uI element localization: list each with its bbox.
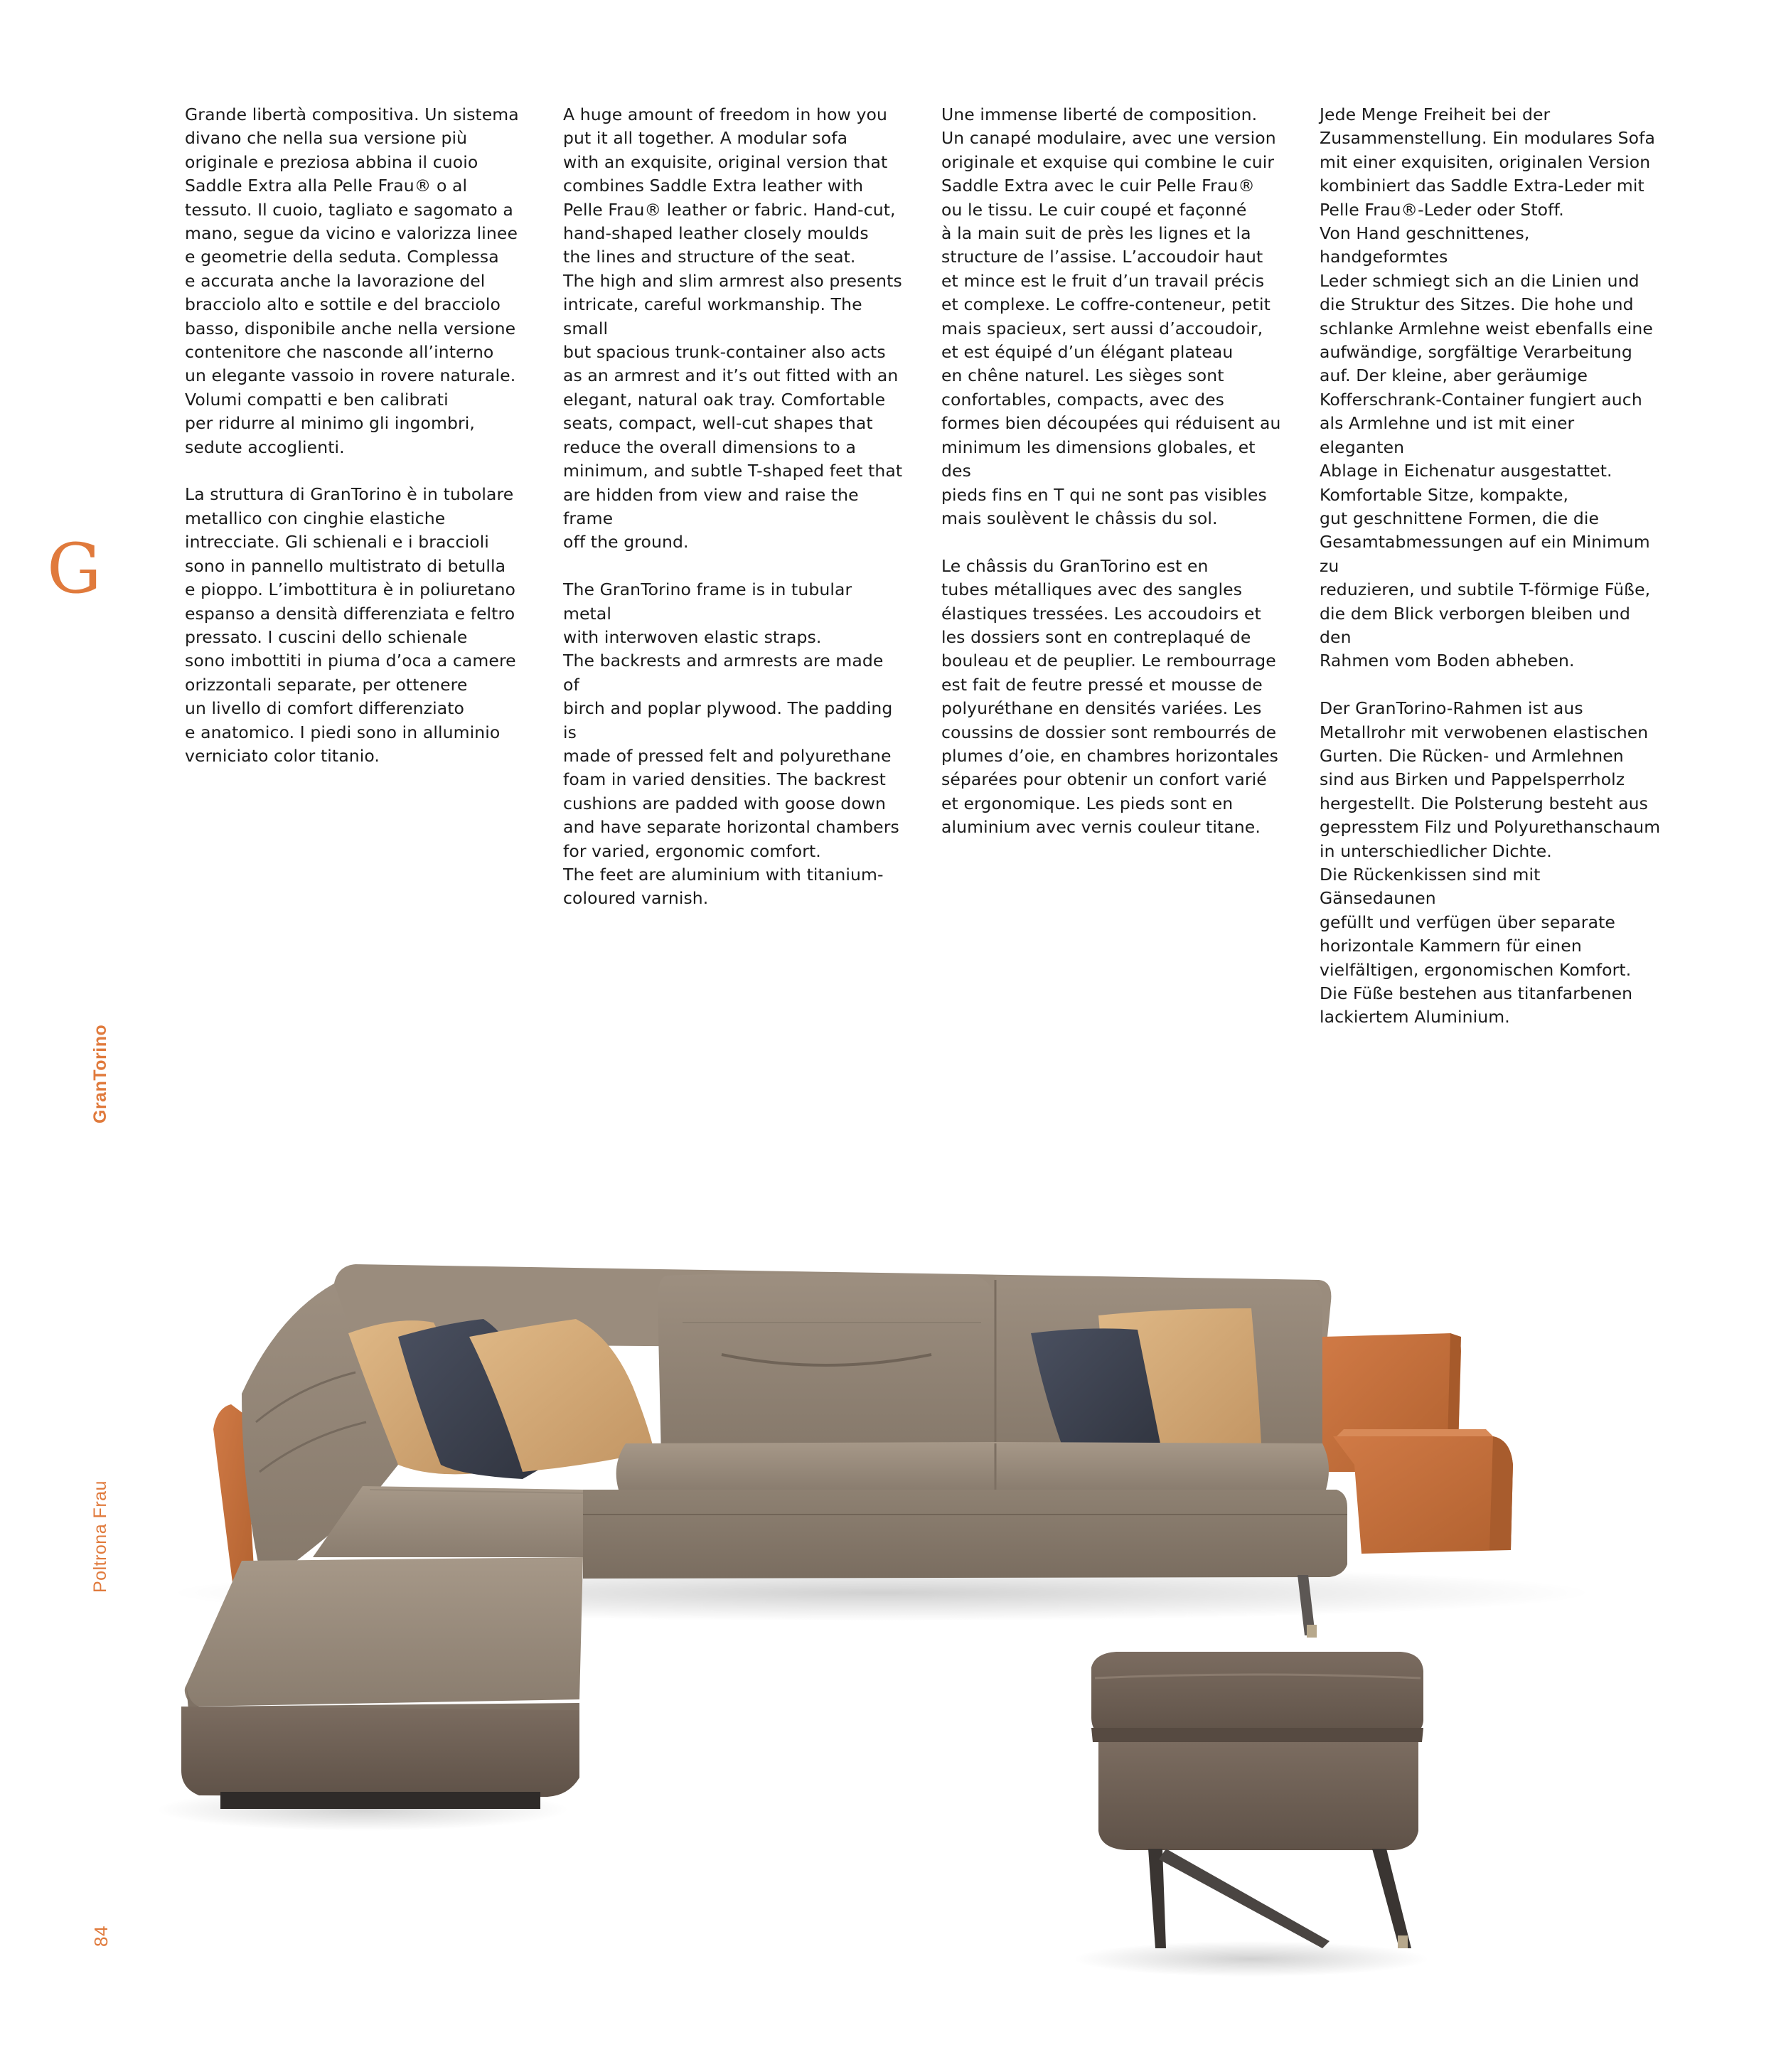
page-number: 84 bbox=[90, 1926, 112, 1947]
french-paragraph-2: Le châssis du GranTorino est en tubes métalliques avec des sangles élastiques tressées. Les accoudoirs et les dossiers sont en contreplaqué de bouleau et de peuplier. Le rembourrage est fait de feutre pressé et mousse de polyuréthane en densités variées. Les coussins de dossier sont rembourrés de plumes d’oie, en chambres horizontales séparées pour obtenir un confort varié et ergonomique. Les pieds sont en aluminium avec vernis couleur titane. bbox=[941, 555, 1278, 838]
english-paragraph-2: The GranTorino frame is in tubular metal with interwoven elastic straps. The backrests and armrests are made of birch and poplar plywood. The padding is made of pressed felt and polyurethane foam in varied densities. The backrest cushions are padded with goose down and have separate horizontal chambers for varied, ergonomic comfort. The feet are aluminium with titanium- coloured varnish. bbox=[563, 580, 899, 909]
french-paragraph-1: Une immense liberté de composition. Un canapé modulaire, avec une version originale et exquise qui combine le cuir Saddle Extra avec le cuir Pelle Frau® ou le tissu. Le cuir coupé et façonné à la main suit de près les lignes et la structure de l’assise. L’accoudoir haut et mince est le fruit d’un travail précis et complexe. Le coffre-conteneur, petit mais spacieux, sert aussi d’accoudoir, et est équipé d’un élégant plateau en chêne naturel. Les sièges sont confortables, compacts, avec des formes bien découpées qui réduisent au minimum les dimensions globales, et des pieds fins en T qui ne sont pas visibles mais soulèvent le châssis du sol. bbox=[941, 105, 1281, 528]
german-paragraph-1: Jede Menge Freiheit bei der Zusammenstellung. Ein modulares Sofa mit einer exquisiten, originalen Version kombiniert das Saddle Extra-Leder mit Pelle Frau®-Leder oder Stoff. Von Hand geschnittenes, handgeformtes Leder schmiegt sich an die Linien und die Struktur des Sitzes. Die hohe und schlanke Armlehne weist ebenfalls eine aufwändige, sorgfältige Verarbeitung auf. Der kleine, aber geräumige Kofferschrank-Container fungiert auch als Armlehne und ist mit einer eleganten Ablage in Eichenatur ausgestattet. Komfortable Sitze, kompakte, gut geschnittene Formen, die die Gesamtabmessungen auf ein Minimum zu reduzieren, und subtile T-förmige Füße, die dem Blick verborgen bleiben und den Rahmen vom Boden abheben. bbox=[1320, 105, 1656, 671]
collection-name-label: GranTorino bbox=[90, 1024, 110, 1123]
section-initial-letter: G bbox=[47, 529, 102, 609]
brand-name-label: Poltrona Frau bbox=[90, 1480, 110, 1593]
italian-paragraph-2: La struttura di GranTorino è in tubolare metallico con cinghie elastiche intrecciate. Gli schienali e i braccioli sono in pannello multistrato di betulla e pioppo. L’imbottitura è in poliuretano espanso a densità differenziata e feltro pressato. I cuscini dello schienale sono imbottiti in piuma d’oca a camere orizzontali separate, per ottenere un livello di comfort differenziato e anatomico. I piedi sono in alluminio verniciato color titanio. bbox=[185, 484, 516, 766]
english-paragraph-1: A huge amount of freedom in how you put it all together. A modular sofa with an exquisite, original version that combines Saddle Extra leather with Pelle Frau® leather or fabric. Hand-cut, hand-shaped leather closely moulds the lines and structure of the seat. The high and slim armrest also presents intricate, careful workmanship. The small but spacious trunk-container also acts as an armrest and it’s out fitted with an elegant, natural oak tray. Comfortable seats, compact, well-cut shapes that reduce the overall dimensions to a minimum, and subtle T-shaped feet that are hidden from view and raise the frame off the ground. bbox=[563, 105, 903, 552]
german-paragraph-2: Der GranTorino-Rahmen ist aus Metallrohr mit verwobenen elastischen Gurten. Die Rücken- und Armlehnen sind aus Birken und Pappelsperrholz hergestellt. Die Polsterung besteht aus gepresstem Filz und Polyurethanschaum in unterschiedlicher Dichte. Die Rückenkissen sind mit Gänsedaunen gefüllt und verfügen über separate horizontale Kammern für einen vielfältigen, ergonomischen Komfort. Die Füße bestehen aus titanfarbenen lackiertem Aluminium. bbox=[1320, 698, 1661, 1027]
italian-paragraph-1: Grande libertà compositiva. Un sistema divano che nella sua versione più originale e preziosa abbina il cuoio Saddle Extra alla Pelle Frau® o al tessuto. Il cuoio, tagliato e sagomato a mano, segue da vicino e valorizza linee e geometrie della seduta. Complessa e accurata anche la lavorazione del bracciolo alto e sottile e del bracciolo basso, disponibile anche nella versione contenitore che nasconde all’interno un elegante vassoio in rovere naturale. Volumi compatti e ben calibrati per ridurre al minimo gli ingombri, sedute accoglienti. bbox=[185, 105, 519, 457]
